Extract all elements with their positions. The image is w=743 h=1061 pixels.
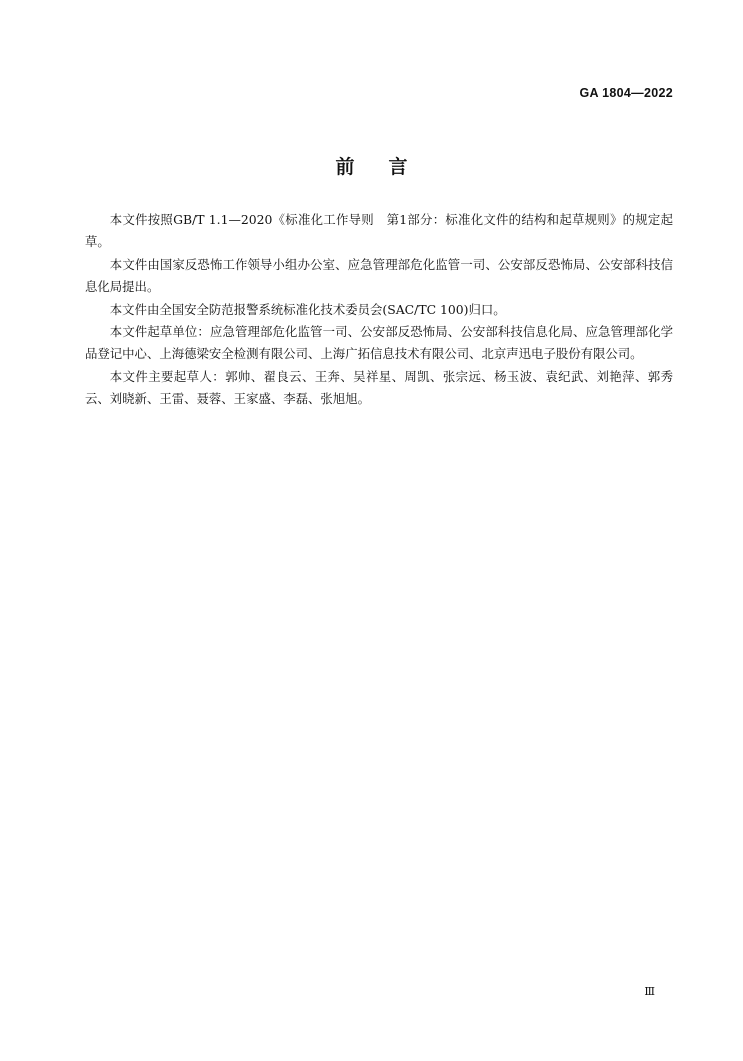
page-number: Ⅲ <box>644 985 655 998</box>
paragraph-drafting-basis: 本文件按照GB/T 1.1—2020《标准化工作导则 第1部分：标准化文件的结构和起草规则》的规定起草。 <box>85 212 673 250</box>
standard-code: GA 1804—2022 <box>579 86 673 100</box>
foreword-body <box>85 209 673 411</box>
title-char-2: 言 <box>388 156 408 178</box>
paragraph-technical-committee: 本文件由全国安全防范报警系统标准化技术委员会(SAC/TC 100)归口。 <box>109 301 506 317</box>
section-title <box>0 152 743 179</box>
paragraph-main-drafters: 本文件主要起草人：郭帅、翟良云、王奔、吴祥星、周凯、张宗远、杨玉波、袁纪武、刘艳萍、郭秀云、刘晓新、王雷、聂蓉、王家盛、李磊、张旭旭。 <box>85 368 673 407</box>
paragraph-proposer: 本文件由国家反恐怖工作领导小组办公室、应急管理部危化监管一司、公安部反恐怖局、公安部科技信息化局提出。 <box>85 256 673 295</box>
paragraph-drafting-units: 本文件起草单位：应急管理部危化监管一司、公安部反恐怖局、公安部科技信息化局、应急管理部化学品登记中心、上海德梁安全检测有限公司、上海广拓信息技术有限公司、北京声迅电子股份有限公司。 <box>85 324 673 362</box>
title-char-1: 前 <box>335 156 355 178</box>
